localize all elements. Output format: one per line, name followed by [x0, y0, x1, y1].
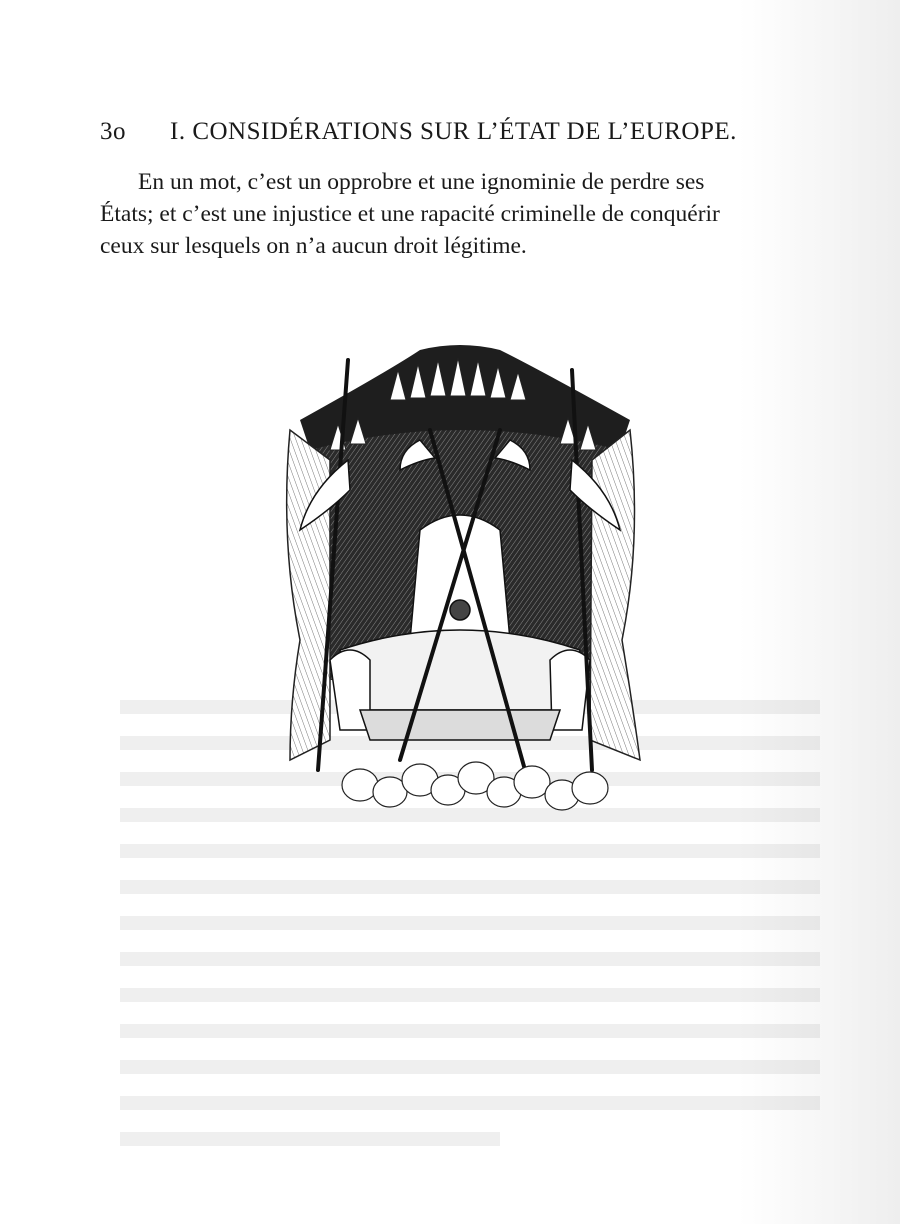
running-head — [100, 116, 760, 152]
right-drape — [590, 430, 640, 760]
body-line: En un mot, c’est un opprobre et une ignominie de perdre ses — [138, 169, 705, 195]
chapter-title: I. CONSIDÉRATIONS SUR L’ÉTAT DE L’EUROPE. — [170, 118, 737, 145]
page-number: 3o — [100, 118, 126, 145]
body-paragraph — [100, 166, 828, 262]
throne-engraving — [270, 340, 650, 820]
body-line: États; et c’est une injustice et une rapacité criminelle de conquérir — [100, 201, 720, 227]
bowed-heads — [342, 762, 608, 810]
body-line: ceux sur lesquels on n’a aucun droit légitime. — [100, 233, 527, 259]
